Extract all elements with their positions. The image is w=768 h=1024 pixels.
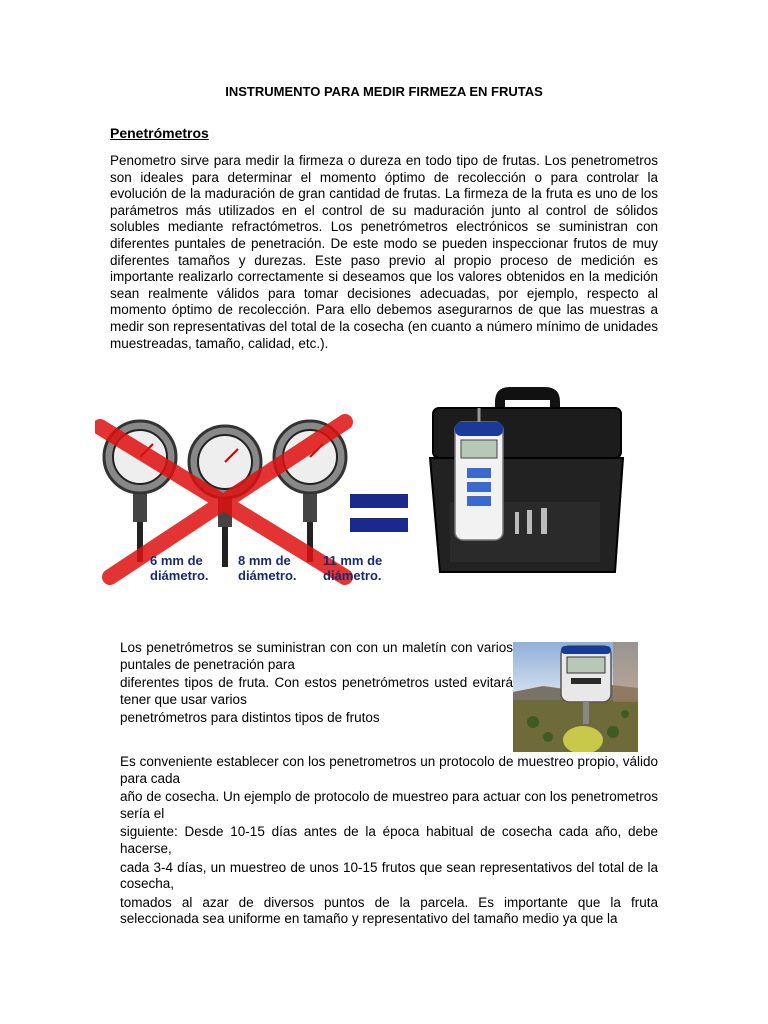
sampling-protocol-paragraph	[120, 754, 658, 930]
equals-icon	[350, 494, 408, 532]
gauge-label-3-line2: diámetro.	[323, 568, 382, 583]
text-line: año de cosecha. Un ejemplo de protocolo de muestreo para actuar con los penetrometros sería el	[120, 789, 658, 821]
case-description-paragraph	[120, 640, 513, 729]
gauge-label-1-line2: diámetro.	[150, 568, 209, 583]
penetrometer-comparison-figure	[95, 382, 625, 592]
digital-penetrometer-case-photo	[430, 387, 623, 572]
text-line: cada 3-4 días, un muestreo de unos 10-15 frutos que sean representativos del total de la cosecha,	[120, 859, 658, 892]
gauge-label-3-line1: 11 mm de	[323, 553, 383, 568]
gauge-label-1-line1: 6 mm de	[150, 553, 203, 568]
section-heading: Penetrómetros	[110, 125, 209, 141]
document-title: INSTRUMENTO PARA MEDIR FIRMEZA EN FRUTAS	[225, 84, 543, 99]
intro-paragraph: Penometro sirve para medir la firmeza o dureza en todo tipo de frutas. Los penetrometros son ideales para determinar el momento óptimo de recolección o para controlar la evolución de la maduración de gran cantidad de frutas. La firmeza de la fruta es uno de los parámetros más utilizados en el control de su maduración junto al control de sólidos solubles mediante refractómetros. Los penetrómetros electrónicos se suministran con diferentes puntales de penetración. De este modo se pueden inspeccionar frutos de muy diferentes tamaños y durezas. Este paso previo al propio proceso de medición es importante realizarlo correctamente si deseamos que los valores obtenidos en la medición sean realmente válidos para tomar decisiones adecuadas, por ejemplo, respecto al momento óptimo de recolección. Para ello debemos asegurarnos de que las muestras a medir son representativas del total de la cosecha (en cuanto a número mínimo de unidades muestreadas, tamaño, calidad, etc.).	[110, 153, 658, 351]
text-line: penetrómetros para distintos tipos de frutos	[120, 710, 380, 726]
gauge-label-2-line2: diámetro.	[238, 568, 297, 583]
text-line: Es conveniente establecer con los penetrometros un protocolo de muestreo propio, válido para cada	[120, 754, 658, 786]
text-line: diferentes tipos de fruta. Con estos penetrómetros usted evitará tener que usar varios	[120, 675, 513, 707]
text-line: siguiente: Desde 10-15 días antes de la época habitual de cosecha cada año, debe hacerse,	[120, 824, 658, 856]
field-penetrometer-photo	[513, 642, 638, 752]
text-line: Los penetrómetros se suministran con con un maletín con varios puntales de penetración para	[120, 640, 513, 672]
text-line: tomados al azar de diversos puntos de la parcela. Es importante que la fruta seleccionada sea uniforme en tamaño y representativo del tamaño medio ya que la	[120, 894, 658, 927]
gauge-label-2-line1: 8 mm de	[238, 553, 291, 568]
